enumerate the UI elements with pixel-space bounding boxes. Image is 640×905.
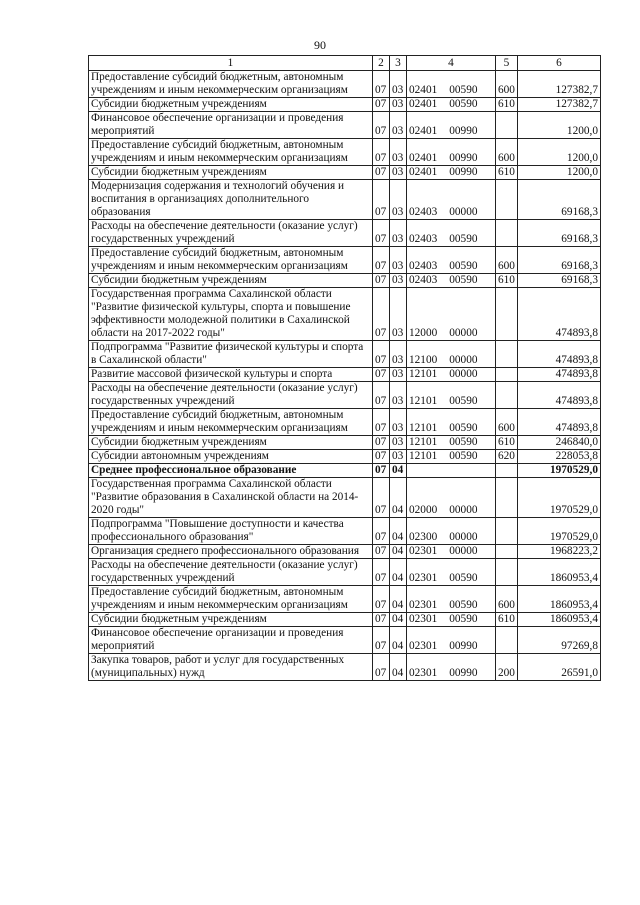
row-amount: 1970529,0 [518, 518, 601, 545]
table-row [89, 559, 601, 586]
row-section-code: 07 [373, 112, 390, 139]
column-header: 5 [496, 56, 518, 71]
row-description: Государственная программа Сахалинской области "Развитие физической культуры, спорта и повышение эффективности молодежной политики в Сахалинской области на 2017-2022 годы" [89, 288, 373, 341]
target-code-program: 12101 [409, 422, 438, 434]
table-row [89, 450, 601, 464]
row-expense-type: 600 [496, 409, 518, 436]
target-code-direction: 00590 [449, 422, 478, 434]
row-section-code: 07 [373, 382, 390, 409]
row-subsection-code: 04 [390, 464, 407, 478]
target-code-program: 02403 [409, 206, 438, 218]
row-section-code: 07 [373, 450, 390, 464]
row-target-code [407, 220, 496, 247]
table-row [89, 71, 601, 98]
row-subsection-code: 03 [390, 341, 407, 368]
row-target-code [407, 71, 496, 98]
table-row [89, 409, 601, 436]
row-target-code [407, 112, 496, 139]
row-section-code: 07 [373, 436, 390, 450]
row-target-code [407, 518, 496, 545]
row-expense-type [496, 180, 518, 220]
row-amount: 1970529,0 [518, 478, 601, 518]
row-amount: 246840,0 [518, 436, 601, 450]
row-description: Подпрограмма "Развитие физической культуры и спорта в Сахалинской области" [89, 341, 373, 368]
row-section-code: 07 [373, 274, 390, 288]
row-expense-type: 600 [496, 586, 518, 613]
row-section-code: 07 [373, 409, 390, 436]
row-description: Среднее профессиональное образование [89, 464, 373, 478]
row-target-code [407, 613, 496, 627]
row-expense-type [496, 545, 518, 559]
table-row [89, 112, 601, 139]
target-code-direction: 00990 [449, 640, 478, 652]
row-section-code: 07 [373, 139, 390, 166]
target-code-direction: 00990 [449, 125, 478, 137]
row-section-code: 07 [373, 545, 390, 559]
target-code-direction: 00590 [449, 599, 478, 611]
target-code-direction: 00990 [449, 152, 478, 164]
row-target-code [407, 627, 496, 654]
row-expense-type: 610 [496, 436, 518, 450]
row-description: Расходы на обеспечение деятельности (оказание услуг) государственных учреждений [89, 559, 373, 586]
row-section-code: 07 [373, 288, 390, 341]
target-code-direction: 00000 [449, 206, 478, 218]
row-expense-type [496, 341, 518, 368]
row-amount: 69168,3 [518, 220, 601, 247]
row-description: Предоставление субсидий бюджетным, автономным учреждениям и иным некоммерческим организациям [89, 139, 373, 166]
target-code-program: 02301 [409, 640, 438, 652]
row-subsection-code: 04 [390, 478, 407, 518]
row-amount: 474893,8 [518, 368, 601, 382]
target-code-direction: 00990 [449, 166, 478, 178]
row-description: Предоставление субсидий бюджетным, автономным учреждениям и иным некоммерческим организациям [89, 409, 373, 436]
row-section-code: 07 [373, 71, 390, 98]
row-description: Субсидии бюджетным учреждениям [89, 166, 373, 180]
row-section-code: 07 [373, 341, 390, 368]
column-header: 1 [89, 56, 373, 71]
table-row [89, 368, 601, 382]
target-code-program: 02401 [409, 166, 438, 178]
target-code-direction: 00590 [449, 613, 478, 625]
row-expense-type [496, 518, 518, 545]
budget-table [88, 55, 601, 681]
column-header: 6 [518, 56, 601, 71]
target-code-direction: 00590 [449, 450, 478, 462]
table-row [89, 341, 601, 368]
row-subsection-code: 03 [390, 139, 407, 166]
target-code-direction: 00590 [449, 572, 478, 584]
target-code-direction: 00000 [449, 327, 478, 339]
row-target-code [407, 341, 496, 368]
row-target-code [407, 247, 496, 274]
table-row [89, 464, 601, 478]
table-row [89, 274, 601, 288]
row-subsection-code: 04 [390, 518, 407, 545]
row-amount: 1970529,0 [518, 464, 601, 478]
target-code-program: 02301 [409, 545, 438, 557]
target-code-program: 02301 [409, 572, 438, 584]
row-expense-type: 600 [496, 247, 518, 274]
row-expense-type [496, 220, 518, 247]
row-section-code: 07 [373, 180, 390, 220]
row-section-code: 07 [373, 627, 390, 654]
row-amount: 127382,7 [518, 71, 601, 98]
row-target-code [407, 559, 496, 586]
table-row [89, 382, 601, 409]
row-subsection-code: 03 [390, 71, 407, 98]
row-target-code [407, 436, 496, 450]
target-code-direction: 00590 [449, 274, 478, 286]
row-section-code: 07 [373, 613, 390, 627]
row-description: Подпрограмма "Повышение доступности и качества профессионального образования" [89, 518, 373, 545]
target-code-program: 02401 [409, 98, 438, 110]
row-description: Расходы на обеспечение деятельности (оказание услуг) государственных учреждений [89, 382, 373, 409]
row-expense-type [496, 112, 518, 139]
row-description: Расходы на обеспечение деятельности (оказание услуг) государственных учреждений [89, 220, 373, 247]
row-target-code [407, 368, 496, 382]
row-section-code: 07 [373, 166, 390, 180]
row-description: Государственная программа Сахалинской области "Развитие образования в Сахалинской области на 2014-2020 годы" [89, 478, 373, 518]
row-amount: 228053,8 [518, 450, 601, 464]
table-row [89, 518, 601, 545]
row-subsection-code: 03 [390, 288, 407, 341]
row-section-code: 07 [373, 559, 390, 586]
row-target-code [407, 288, 496, 341]
row-section-code: 07 [373, 368, 390, 382]
target-code-program: 02300 [409, 531, 438, 543]
target-code-program: 02301 [409, 667, 438, 679]
target-code-program: 02403 [409, 260, 438, 272]
row-amount: 69168,3 [518, 180, 601, 220]
row-subsection-code: 04 [390, 559, 407, 586]
row-description: Субсидии бюджетным учреждениям [89, 98, 373, 112]
row-amount: 97269,8 [518, 627, 601, 654]
target-code-program: 02301 [409, 613, 438, 625]
table-row [89, 180, 601, 220]
row-amount: 69168,3 [518, 247, 601, 274]
target-code-program: 02301 [409, 599, 438, 611]
row-section-code: 07 [373, 220, 390, 247]
target-code-direction: 00000 [449, 531, 478, 543]
target-code-direction: 00590 [449, 233, 478, 245]
row-expense-type: 610 [496, 274, 518, 288]
row-section-code: 07 [373, 586, 390, 613]
table-row [89, 613, 601, 627]
row-subsection-code: 03 [390, 220, 407, 247]
row-amount: 474893,8 [518, 382, 601, 409]
table-row [89, 478, 601, 518]
row-amount: 26591,0 [518, 654, 601, 681]
row-amount: 1968223,2 [518, 545, 601, 559]
target-code-direction: 00590 [449, 436, 478, 448]
row-amount: 474893,8 [518, 341, 601, 368]
target-code-program: 02000 [409, 504, 438, 516]
row-subsection-code: 03 [390, 247, 407, 274]
row-description: Субсидии автономным учреждениям [89, 450, 373, 464]
target-code-program: 12101 [409, 436, 438, 448]
row-subsection-code: 04 [390, 654, 407, 681]
row-description: Развитие массовой физической культуры и спорта [89, 368, 373, 382]
row-expense-type: 610 [496, 613, 518, 627]
row-amount: 1200,0 [518, 139, 601, 166]
row-subsection-code: 03 [390, 274, 407, 288]
row-amount: 1860953,4 [518, 613, 601, 627]
row-section-code: 07 [373, 247, 390, 274]
row-amount: 1860953,4 [518, 586, 601, 613]
row-subsection-code: 03 [390, 382, 407, 409]
row-description: Закупка товаров, работ и услуг для государственных (муниципальных) нужд [89, 654, 373, 681]
target-code-program: 12000 [409, 327, 438, 339]
target-code-direction: 00590 [449, 395, 478, 407]
row-description: Предоставление субсидий бюджетным, автономным учреждениям и иным некоммерческим организациям [89, 586, 373, 613]
row-amount: 474893,8 [518, 288, 601, 341]
row-subsection-code: 03 [390, 98, 407, 112]
row-subsection-code: 03 [390, 450, 407, 464]
target-code-direction: 00590 [449, 98, 478, 110]
table-row [89, 654, 601, 681]
row-amount: 1860953,4 [518, 559, 601, 586]
row-description: Финансовое обеспечение организации и проведения мероприятий [89, 627, 373, 654]
row-subsection-code: 04 [390, 627, 407, 654]
row-description: Субсидии бюджетным учреждениям [89, 436, 373, 450]
row-target-code [407, 139, 496, 166]
page-number: 90 [314, 38, 326, 52]
row-amount: 1200,0 [518, 112, 601, 139]
target-code-direction: 00000 [449, 545, 478, 557]
row-expense-type: 620 [496, 450, 518, 464]
row-section-code: 07 [373, 518, 390, 545]
table-row [89, 627, 601, 654]
row-expense-type [496, 288, 518, 341]
row-expense-type: 200 [496, 654, 518, 681]
row-target-code [407, 98, 496, 112]
row-expense-type: 610 [496, 166, 518, 180]
row-subsection-code: 03 [390, 368, 407, 382]
row-section-code: 07 [373, 478, 390, 518]
target-code-program: 02401 [409, 152, 438, 164]
table-row [89, 545, 601, 559]
row-expense-type [496, 478, 518, 518]
table-row [89, 220, 601, 247]
target-code-program: 02401 [409, 84, 438, 96]
target-code-direction: 00000 [449, 504, 478, 516]
target-code-program: 12101 [409, 395, 438, 407]
target-code-program: 12101 [409, 450, 438, 462]
target-code-direction: 00000 [449, 354, 478, 366]
table-row [89, 436, 601, 450]
table-row [89, 288, 601, 341]
row-expense-type: 600 [496, 139, 518, 166]
row-expense-type: 610 [496, 98, 518, 112]
row-expense-type [496, 559, 518, 586]
row-description: Организация среднего профессионального образования [89, 545, 373, 559]
row-subsection-code: 03 [390, 409, 407, 436]
row-description: Предоставление субсидий бюджетным, автономным учреждениям и иным некоммерческим организациям [89, 247, 373, 274]
row-description: Модернизация содержания и технологий обучения и воспитания в организациях дополнительного образования [89, 180, 373, 220]
row-target-code [407, 274, 496, 288]
row-subsection-code: 04 [390, 613, 407, 627]
row-amount: 69168,3 [518, 274, 601, 288]
row-expense-type [496, 464, 518, 478]
row-amount: 1200,0 [518, 166, 601, 180]
row-expense-type [496, 382, 518, 409]
table-row [89, 166, 601, 180]
column-header: 4 [407, 56, 496, 71]
row-amount: 474893,8 [518, 409, 601, 436]
row-target-code [407, 478, 496, 518]
column-header: 3 [390, 56, 407, 71]
row-section-code: 07 [373, 98, 390, 112]
target-code-direction: 00000 [449, 368, 478, 380]
row-section-code: 07 [373, 654, 390, 681]
row-description: Финансовое обеспечение организации и проведения мероприятий [89, 112, 373, 139]
table-header-row [89, 56, 601, 71]
table-row [89, 247, 601, 274]
row-target-code [407, 382, 496, 409]
target-code-program: 02403 [409, 274, 438, 286]
target-code-program: 12101 [409, 368, 438, 380]
row-expense-type: 600 [496, 71, 518, 98]
row-target-code [407, 409, 496, 436]
target-code-direction: 00590 [449, 84, 478, 96]
row-section-code: 07 [373, 464, 390, 478]
row-target-code [407, 464, 496, 478]
row-target-code [407, 545, 496, 559]
row-target-code [407, 166, 496, 180]
row-subsection-code: 03 [390, 112, 407, 139]
row-amount: 127382,7 [518, 98, 601, 112]
row-target-code [407, 450, 496, 464]
target-code-direction: 00590 [449, 260, 478, 272]
row-description: Субсидии бюджетным учреждениям [89, 613, 373, 627]
row-subsection-code: 03 [390, 436, 407, 450]
table-row [89, 586, 601, 613]
target-code-program: 02403 [409, 233, 438, 245]
row-target-code [407, 654, 496, 681]
row-subsection-code: 03 [390, 180, 407, 220]
row-expense-type [496, 368, 518, 382]
target-code-direction: 00990 [449, 667, 478, 679]
row-target-code [407, 586, 496, 613]
table-row [89, 139, 601, 166]
target-code-program: 02401 [409, 125, 438, 137]
column-header: 2 [373, 56, 390, 71]
target-code-program: 12100 [409, 354, 438, 366]
row-subsection-code: 04 [390, 545, 407, 559]
row-subsection-code: 04 [390, 586, 407, 613]
row-subsection-code: 03 [390, 166, 407, 180]
row-description: Предоставление субсидий бюджетным, автономным учреждениям и иным некоммерческим организациям [89, 71, 373, 98]
row-expense-type [496, 627, 518, 654]
row-description: Субсидии бюджетным учреждениям [89, 274, 373, 288]
row-target-code [407, 180, 496, 220]
table-row [89, 98, 601, 112]
